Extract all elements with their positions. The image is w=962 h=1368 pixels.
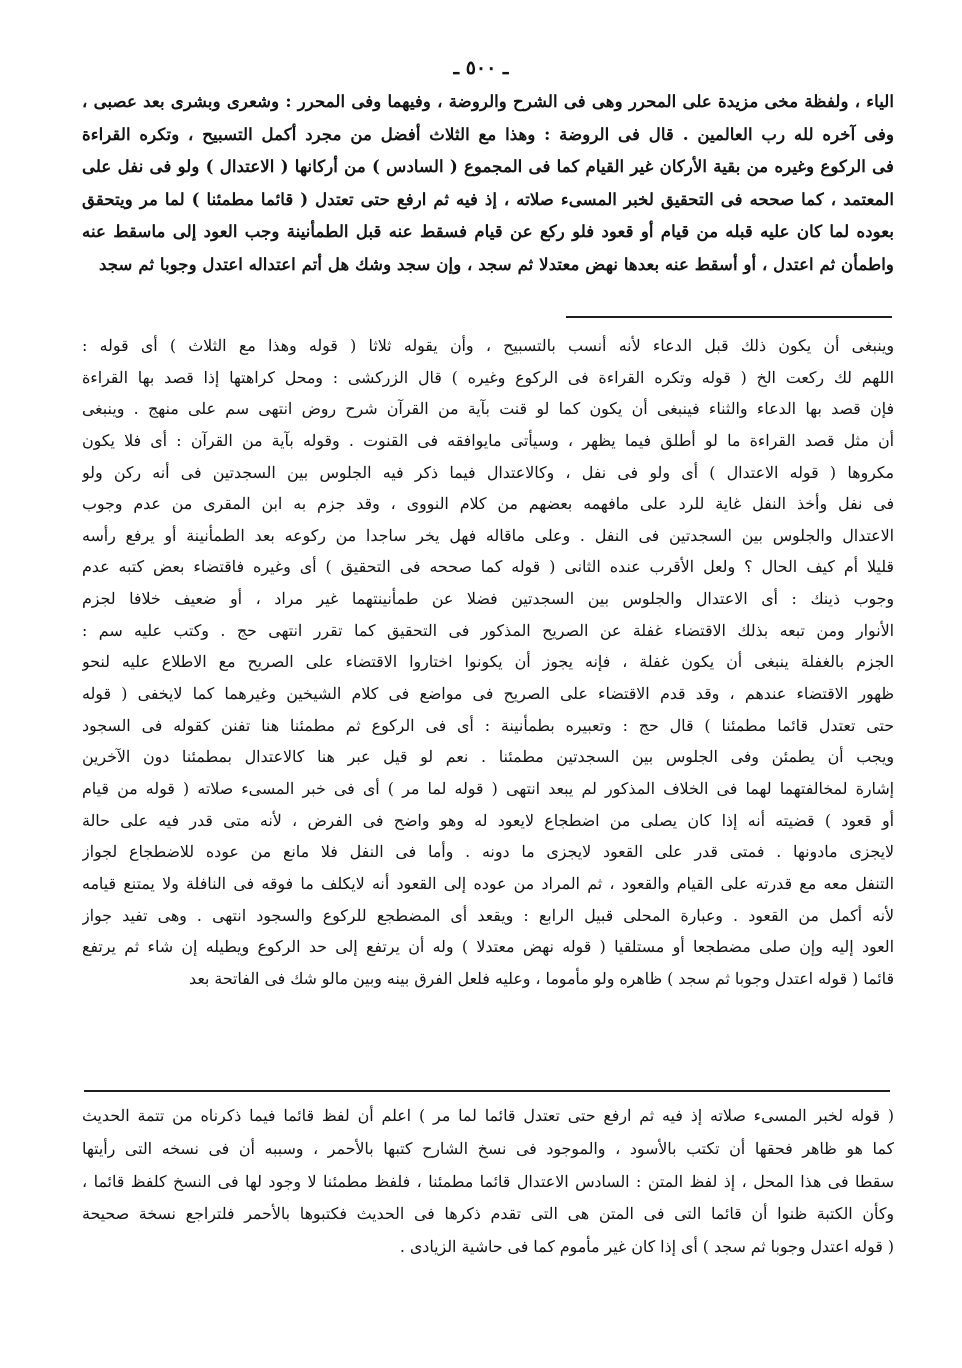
page-number: ـ ٥٠٠ ـ [453, 57, 509, 79]
main-text-line: فى الركوع وغيره من بقية الأركان غير القيام كما فى المجموع ( السادس ) من أركانها ( الاعتدال ) ولو فى نفل على [82, 156, 894, 176]
commentary-line: العود إليه وإن صلى مضطجعا أو مستلقيا ( قوله نهض معتدلا ) وله أن يرتفع إلى حد الركوع ويطيله إن شاء ثم يرتفع [82, 937, 894, 957]
main-text-line: واطمأن ثم اعتدل ، أو أسقط عنه بعدها نهض معتدلا ثم سجد ، وإن سجد وشك هل أتم اعتداله اعتدل وجوبا ثم سجد [99, 253, 894, 274]
footnote-line: كما هو ظاهر فحقها أن تكتب بالأسود ، والموجود فى نسخ الشارح كتبها بالأحمر ، وسببه أن فى نسخه التى رأيتها [82, 1138, 894, 1158]
footnote-line: وكأن الكتبة ظنوا أن قائما التى فى المتن هى التى تقدم ذكرها فى الحديث فكتبوها بالأحمر فلتراجع نسخة صحيحة [82, 1204, 894, 1224]
commentary-line: الجزم بالغفلة ينبغى أن يكون غفلة ، فإنه يجوز أن يكونوا اختاروا الاقتضاء على الصريح مع الاطلاع عليه لنحو [82, 652, 894, 672]
commentary-line: الاعتدال والجلوس بين السجدتين فى النفل . وعلى ماقاله فهل يخر ساجدا من ركوعه بعد الطمأنينة أو يرفع رأسه [82, 525, 894, 545]
footnote-line: ( قوله اعتدل وجوبا ثم سجد ) أى إذا كان غير مأموم كما فى حاشية الزيادى . [399, 1237, 894, 1257]
commentary-line: فى نفل وأخذ النفل غاية للرد على مافهمه بعضهم من كلام النووى ، وقد جزم به ابن المقرى من عدم وجوب [82, 494, 894, 514]
footnote-rule [84, 1090, 890, 1092]
footnote-text [82, 1100, 894, 1264]
main-text-line: وفى آخره لله رب العالمين . قال فى الروضة : وهذا مع الثلاث أفضل من مجرد أكمل التسبيح ، وتكره القراءة [82, 123, 894, 144]
commentary-line: لأنه أكمل من القعود . وعبارة المحلى قبيل الرابع : ويقعد أى المضطجع للركوع والسجود انتهى . وهى تفيد جواز [82, 905, 894, 925]
commentary-line: وينبغى أن يكون ذلك قبل الدعاء لأنه أنسب بالتسبيح ، وأن يقوله ثلاثا ( قوله وهذا مع الثلاث ) أى قوله : [82, 336, 894, 355]
commentary-line: إشارة لمخالفتهما لهما فى الخلاف المذكور لم يبعد انتهى ( قوله لما مر ) أى فى خبر المسىء صلاته ( قوله من قيام [82, 778, 894, 798]
main-text [82, 85, 894, 280]
commentary-text [82, 330, 894, 994]
commentary-line: أن مثل قصد القراءة ما لو أطلق فيما يظهر ، وسيأتى مايوافقه فى القنوت . وقوله بآية من القرآن : أى فلا يكون [82, 430, 894, 450]
commentary-line: اللهم لك ركعت الخ ( قوله وتكره القراءة فى الركوع وغيره ) قال الزركشى : ومحل كراهتها إذا قصد بها القراءة [82, 367, 894, 387]
commentary-line: ظهور الاقتضاء عندهم ، وقد قدم الاقتضاء على الصريح فى مواضع فى كلام الشيخين وغيرهما كما لايخفى ( قوله [82, 684, 894, 704]
commentary-line: حتى تعتدل قائما مطمئنا ) قال حج : وتعبيره بطمأنينة : أى فى الركوع ثم مطمئنا هنا تفنن كقوله فى السجود [82, 715, 894, 735]
footnote-line: ( قوله لخبر المسىء صلاته إذ فيه ثم ارفع حتى تعتدل قائما لما مر ) اعلم أن لفظ قائما فيما ذكرناه من تتمة الحديث [82, 1106, 894, 1125]
commentary-line: قليلا أم كيف الحال ؟ ولعل الأقرب عنده الثانى ( قوله كما صححه فى التحقيق ) أى وغيره فاقتضاء بعض كتبه عدم [82, 557, 894, 577]
footnote-line: سقطا فى هذا المحل ، إذ لفظ المتن : السادس الاعتدال قائما مطمئنا ، فلفظ مطمئنا لا وجود لها فى النسخ كلفظ قائما ، [82, 1171, 894, 1191]
commentary-line: أو قعود ) قضيته أنه إذا كان يصلى من اضطجاع لايعود له وهو واضح فى الفرض ، لأنه متى قدر فيه على حالة [82, 810, 894, 830]
commentary-line: فإن قصد بها الدعاء والثناء فينبغى أن يكون كما لو قنت بآية من القرآن شرح روض انتهى سم على منهج . وينبغى [82, 399, 894, 419]
commentary-line: وجوب ذينك : أى الاعتدال والجلوس بين السجدتين فضلا عن طمأنينتهما غير مراد ، أو ضعيف خلافا لجزم [82, 589, 894, 609]
commentary-line: ويجب أن يطمئن وفى الجلوس بين السجدتين مطمئنا . نعم لو قيل عبر هنا كالاعتدال بمطمئنا دون الآخرين [82, 747, 894, 767]
commentary-line: لايجزى مادونها . فمتى قدر على القعود لايجزى ما دونه . وأما فى النفل فلا مانع من عوده للاضطجاع لجواز [82, 842, 894, 862]
commentary-line: التنفل معه مع قدرته على القيام والقعود ، ثم المراد من عوده إلى القعود أنه لايكلف ما فوقه فى النافلة ولا يمتنع قيامه [82, 873, 894, 893]
main-text-line: الياء ، ولفظة مخى مزيدة على المحرر وهى فى الشرح والروضة ، وفيهما وفى المحرر : وشعرى وبشرى بعد عصبى ، [82, 91, 894, 111]
main-text-line: بعوده لما كان عليه قبله من قيام أو قعود فلو ركع عن قيام فسقط عنه قبل الطمأنينة وجب العود إلى ماسقط عنه [82, 221, 894, 241]
commentary-line: الأنوار ومن تبعه بذلك الاقتضاء غفلة عن الصريح المذكور فى التحقيق كما تقرر انتهى حج . وكتب عليه سم : [82, 620, 894, 640]
commentary-line: قائما ( قوله اعتدل وجوبا ثم سجد ) ظاهره ولو مأموما ، وعليه فلعل الفرق بينه وبين مالو شك فى الفاتحة بعد [189, 968, 894, 988]
commentary-line: مكروها ( قوله الاعتدال ) أى ولو فى نفل ، وكالاعتدال فيما ذكر فيه الجلوس بين السجدتين فى أنه ركن ولو [82, 462, 894, 482]
main-text-line: المعتمد ، كما صححه فى التحقيق لخبر المسىء صلاته ، إذ فيه ثم ارفع حتى تعتدل ( قائما مطمئنا ) لما مر ويتحقق [82, 188, 894, 209]
separator-rule [566, 316, 892, 318]
